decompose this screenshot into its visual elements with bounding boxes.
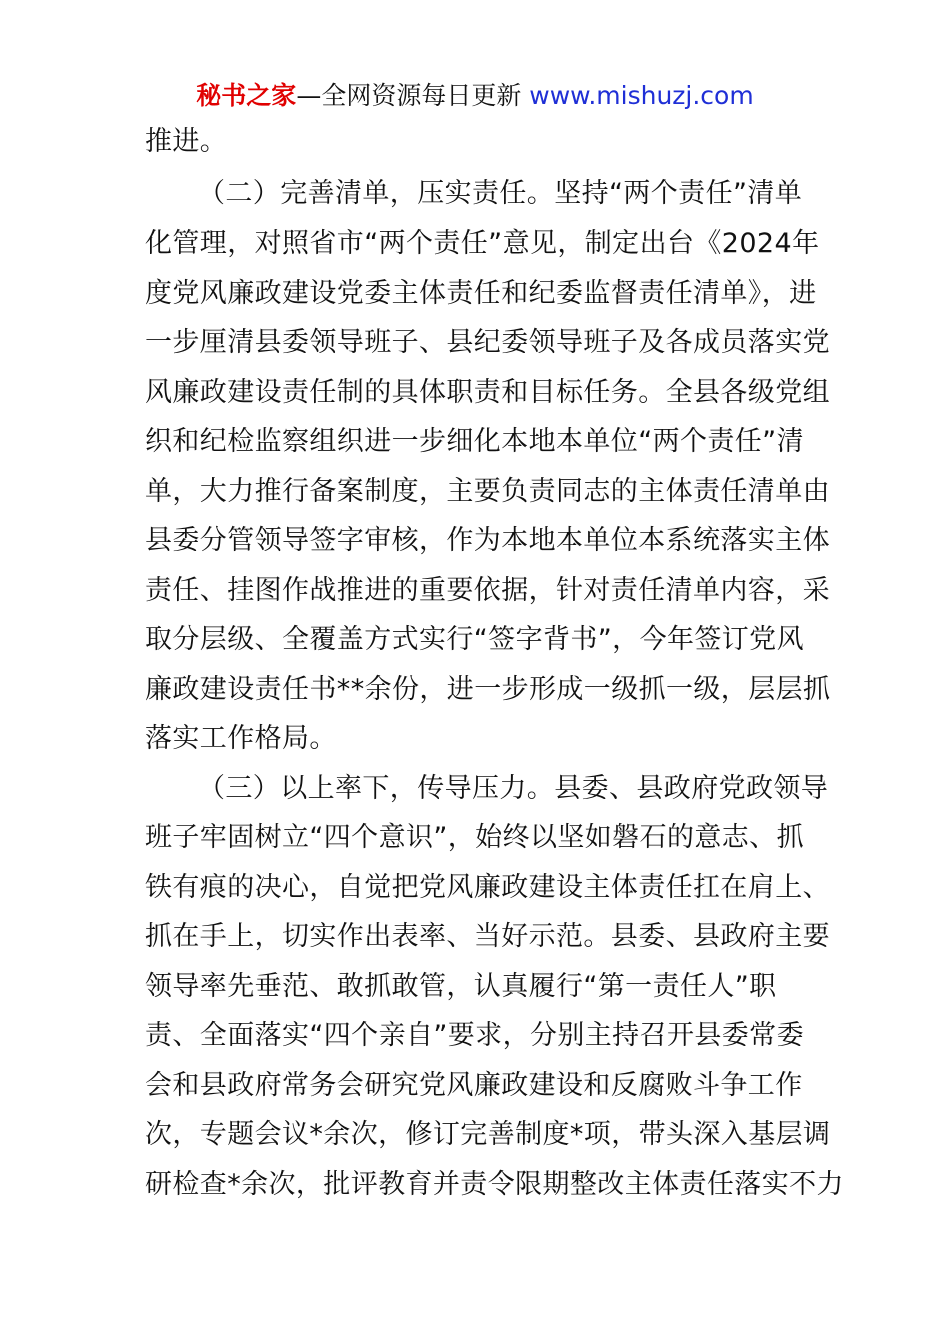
text-line: 廉政建设责任书**余份，进一步形成一级抓一级，层层抓 xyxy=(145,674,831,705)
text-line: 单，大力推行备案制度，主要负责同志的主体责任清单由 xyxy=(145,476,830,507)
site-brand: 秘书之家 xyxy=(196,81,297,110)
text-line: 铁有痕的决心，自觉把党风廉政建设主体责任扛在肩上、 xyxy=(145,872,830,903)
text-line: 推进。 xyxy=(145,126,228,157)
text-line: 度党风廉政建设党委主体责任和纪委监督责任清单》，进 xyxy=(145,278,817,309)
text-line: 抓在手上，切实作出表率、当好示范。县委、县政府主要 xyxy=(145,921,830,952)
text-line: 落实工作格局。 xyxy=(145,723,337,754)
paragraph-heading-line: （二）完善清单，压实责任。坚持“两个责任”清单 xyxy=(198,178,803,209)
text-line: 风廉政建设责任制的具体职责和目标任务。全县各级党组 xyxy=(145,377,830,408)
text-line: 县委分管领导签字审核，作为本地本单位本系统落实主体 xyxy=(145,525,830,556)
site-tagline: —全网资源每日更新 xyxy=(296,81,522,110)
text-line: 一步厘清县委领导班子、县纪委领导班子及各成员落实党 xyxy=(145,327,830,358)
text-line: 取分层级、全覆盖方式实行“签字背书”，今年签订党风 xyxy=(145,624,804,655)
text-line: 责任、挂图作战推进的重要依据，针对责任清单内容，采 xyxy=(145,575,830,606)
text-line: 研检查*余次，批评教育并责令限期整改主体责任落实不力 xyxy=(145,1169,844,1200)
site-header xyxy=(0,80,950,112)
text-line: 化管理，对照省市“两个责任”意见，制定出台《2024年 xyxy=(145,228,820,259)
text-line: 织和纪检监察组织进一步细化本地本单位“两个责任”清 xyxy=(145,426,804,457)
text-line: 次，专题会议*余次，修订完善制度*项，带头深入基层调 xyxy=(145,1119,831,1150)
text-line: 会和县政府常务会研究党风廉政建设和反腐败斗争工作 xyxy=(145,1070,803,1101)
paragraph-heading-line: （三）以上率下，传导压力。县委、县政府党政领导 xyxy=(198,773,829,804)
text-line: 班子牢固树立“四个意识”，始终以坚如磐石的意志、抓 xyxy=(145,822,804,853)
site-url-link[interactable]: www.mishuzj.com xyxy=(529,81,754,110)
text-line: 责、全面落实“四个亲自”要求，分别主持召开县委常委 xyxy=(145,1020,804,1051)
text-line: 领导率先垂范、敢抓敢管，认真履行“第一责任人”职 xyxy=(145,971,777,1002)
